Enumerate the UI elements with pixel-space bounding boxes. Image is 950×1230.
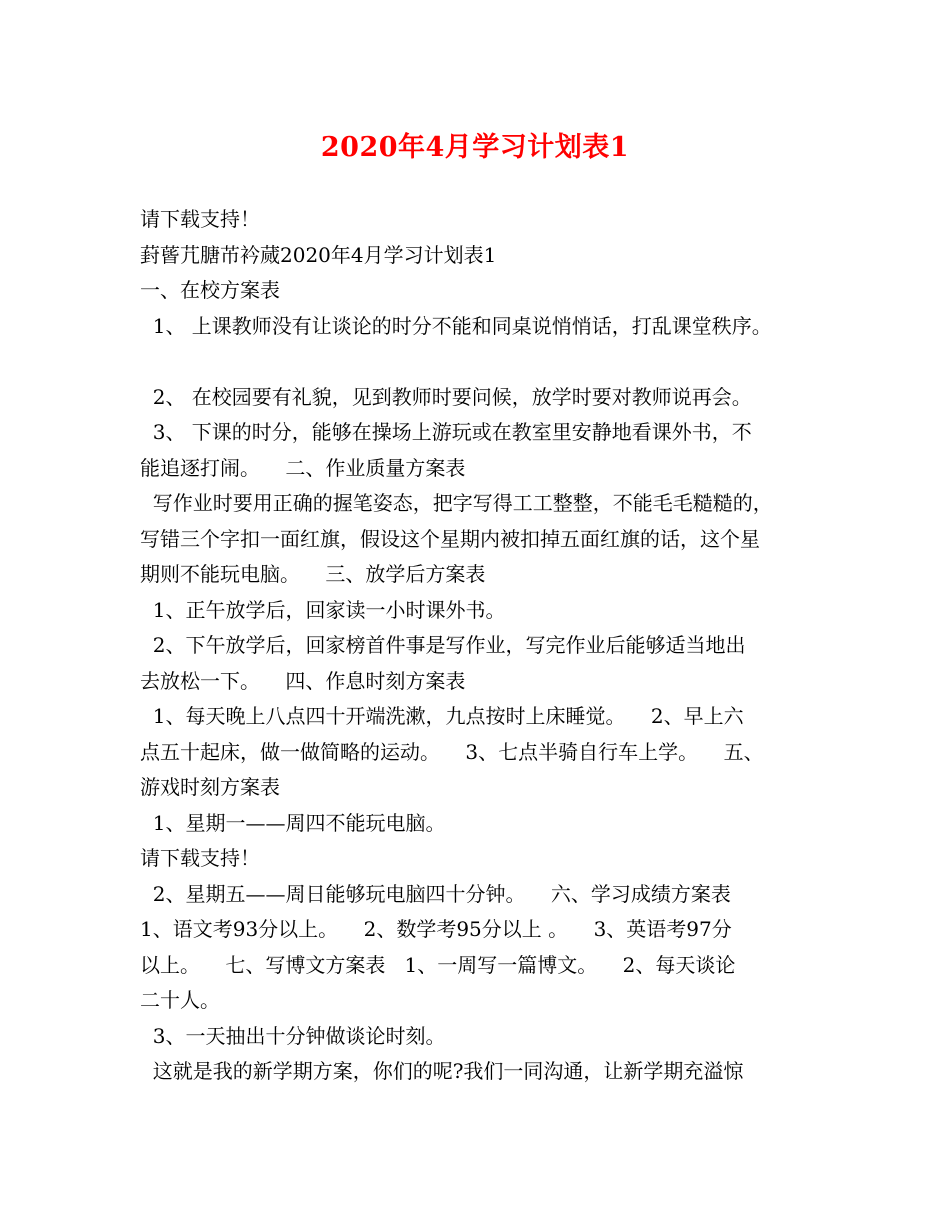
- paragraph-line: 去放松一下。 四、作息时刻方案表: [140, 668, 466, 693]
- paragraph-line: 游戏时刻方案表: [140, 775, 280, 799]
- paragraph-line: 2、 在校园要有礼貌，见到教师时要问候，放学时要对教师说再会。: [140, 384, 752, 409]
- paragraph-line: 1、正午放学后，回家读一小时课外书。: [140, 597, 506, 622]
- paragraph-line: 一、在校方案表: [140, 278, 280, 302]
- document-body: [140, 202, 830, 1090]
- paragraph-line: 3、 下课的时分，能够在操场上游玩或在教室里安静地看课外书，不: [140, 420, 752, 444]
- paragraph-line: 点五十起床，做一做简略的运动。 3、七点半骑自行车上学。 五、: [140, 739, 764, 764]
- paragraph-line: 2、星期五——周日能够玩电脑四十分钟。 六、学习成绩方案表: [140, 881, 731, 906]
- paragraph-line: 3、一天抽出十分钟做谈论时刻。: [140, 1023, 446, 1048]
- paragraph-line: [140, 344, 830, 380]
- paragraph-line: 写错三个字扣一面红旗，假设这个星期内被扣掉五面红旗的话，这个星: [140, 526, 760, 551]
- paragraph-line: 2、下午放学后，回家榜首件事是写作业，写完作业后能够适当地出: [140, 633, 746, 657]
- paragraph-line: 能追逐打闹。 二、作业质量方案表: [140, 455, 466, 480]
- paragraph-line: 请下载支持！: [140, 846, 260, 870]
- paragraph-line: 以上。 七、写博文方案表 1、一周写一篇博文。 2、每天谈论: [140, 952, 736, 977]
- paragraph-line: 1、每天晚上八点四十开端洗漱，九点按时上床睡觉。 2、早上六: [140, 704, 744, 728]
- paragraph-line: 期则不能玩电脑。 三、放学后方案表: [140, 562, 486, 586]
- paragraph-line: 这就是我的新学期方案，你们的呢?我们一同沟通，让新学期充溢惊: [140, 1059, 744, 1083]
- paragraph-line: 二十人。: [140, 988, 220, 1012]
- paragraph-line: 请下载支持！: [140, 207, 260, 231]
- paragraph-line: 1、星期一——周四不能玩电脑。: [140, 810, 446, 835]
- paragraph-line: 1、 上课教师没有让谈论的时分不能和同桌说悄悄话，打乱课堂秩序。: [140, 313, 772, 338]
- paragraph-line: 1、语文考93分以上。 2、数学考95分以上 。 3、英语考97分: [140, 917, 732, 941]
- paragraph-line: 写作业时要用正确的握笔姿态，把字写得工工整整，不能毛毛糙糙的，: [140, 491, 773, 515]
- paragraph-line: 葑蒈芁膅芇衿蒇2020年4月学习计划表1: [140, 242, 497, 267]
- document-title: 2020年4月学习计划表1: [320, 132, 630, 163]
